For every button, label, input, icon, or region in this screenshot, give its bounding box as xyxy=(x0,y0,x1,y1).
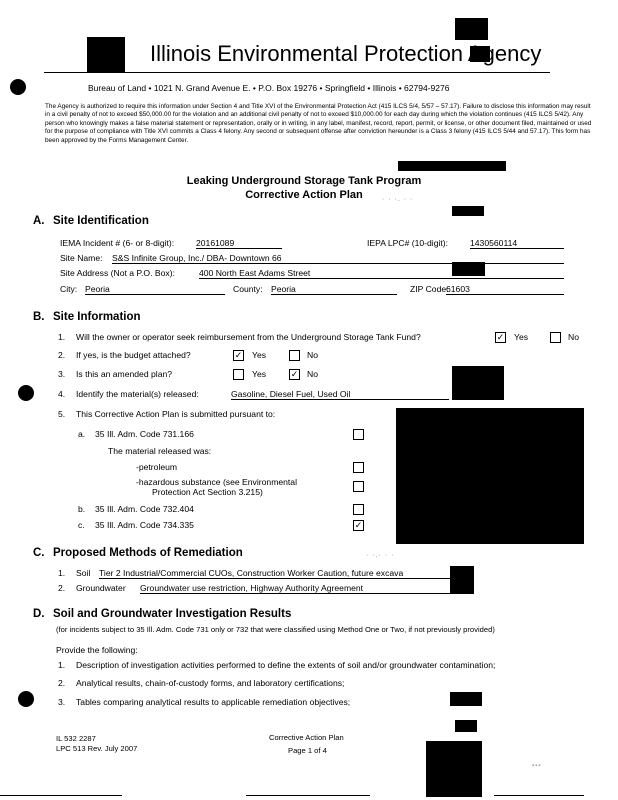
q4-text: Identify the material(s) released: xyxy=(76,389,199,399)
site-name-field[interactable]: S&S Infinite Group, Inc./ DBA- Downtown 66 xyxy=(112,253,564,264)
section-c-heading: Proposed Methods of Remediation xyxy=(53,547,243,559)
item3-number: 3. xyxy=(58,697,66,707)
q3-text: Is this an amended plan? xyxy=(76,369,173,379)
q1-text: Will the owner or operator seek reimbursement from the Underground Storage Tank Fund? xyxy=(76,332,421,342)
groundwater-remediation-field[interactable]: Groundwater use restriction, Highway Authority Agreement xyxy=(140,583,450,594)
option-a-text: 35 Ill. Adm. Code 731.166 xyxy=(95,429,194,439)
redaction-block xyxy=(398,161,506,171)
q1-number: 1. xyxy=(58,332,66,342)
section-a-heading: Site Identification xyxy=(53,215,149,227)
option-b-checkbox[interactable] xyxy=(353,504,364,515)
q5-number: 5. xyxy=(58,409,66,419)
lpc-number-field[interactable]: 1430560114 xyxy=(470,238,564,249)
section-c-letter: C. xyxy=(33,547,45,559)
plan-title: Corrective Action Plan xyxy=(245,189,363,201)
material-released-label: The material released was: xyxy=(108,446,212,456)
soil-remediation-field[interactable]: Tier 2 Industrial/Commercial CUOs, Construction Worker Caution, future excava xyxy=(99,568,450,579)
redaction-block xyxy=(455,18,488,40)
item1-text: Description of investigation activities performed to define the extents of soil and/or groundwater contamination; xyxy=(76,660,496,670)
option-a-checkbox[interactable] xyxy=(353,429,364,440)
q3-number: 3. xyxy=(58,369,66,379)
section-a-letter: A. xyxy=(33,215,45,227)
legal-notice: The Agency is authorized to require this information under Section 4 and Title XVI of the Environmental Protection Act (415 ILCS 5/4, 5/57 – 57.17). Failure to disclose this information may result in a civil penalty of not to exceed $50,000.00 for the violation and an additional civil penalty of not to exceed $10,000.00 for each day during which the violation continues (415 ILCS 5/42). Any person who knowingly makes a false material statement or representation, orally or in writing, in any label, manifest, record, report, permit, or license, or other document filed, maintained or used for the purpose of compliance with Title XVI commits a Class 4 felony. Any second or subsequent offense after conviction hereunder is a Class 3 felony (415 ILCS 5/44 and 57.17). This form has been approved by the Forms Management Center. xyxy=(45,103,592,144)
header-rule xyxy=(44,72,550,73)
redaction-block xyxy=(455,720,477,732)
agency-title: Illinois Environmental Protection Agency xyxy=(150,41,542,66)
q1-no-label: No xyxy=(568,332,579,342)
q2-yes-checkbox[interactable]: ✓ xyxy=(234,350,243,360)
option-c-text: 35 Ill. Adm. Code 734.335 xyxy=(95,520,194,530)
groundwater-label: Groundwater xyxy=(76,583,126,593)
lpc-label: IEPA LPC# (10-digit): xyxy=(367,238,449,248)
zip-field[interactable]: 61603 xyxy=(446,284,564,295)
iema-label: IEMA Incident # (6- or 8-digit): xyxy=(60,238,175,248)
section-b-heading: Site Information xyxy=(53,311,141,323)
q3-yes-label: Yes xyxy=(252,369,267,379)
county-label: County: xyxy=(233,284,263,294)
city-field[interactable]: Peoria xyxy=(85,284,225,295)
materials-released-field[interactable]: Gasoline, Diesel Fuel, Used Oil xyxy=(231,389,449,400)
scan-edge-line xyxy=(494,795,584,796)
provide-label: Provide the following: xyxy=(56,645,138,655)
q1-yes-label: Yes xyxy=(514,332,529,342)
item2-text: Analytical results, chain-of-custody forms, and laboratory certifications; xyxy=(76,678,345,688)
soil-label: Soil xyxy=(76,568,91,578)
redaction-block xyxy=(452,206,484,216)
item3-text: Tables comparing analytical results to applicable remediation objectives; xyxy=(76,697,351,707)
petroleum-checkbox[interactable] xyxy=(353,462,364,473)
q4-number: 4. xyxy=(58,389,66,399)
punch-hole xyxy=(18,691,34,707)
option-b-text: 35 Ill. Adm. Code 732.404 xyxy=(95,504,194,514)
hazardous-label-line2: Protection Act Section 3.215) xyxy=(152,487,263,497)
section-d-heading: Soil and Groundwater Investigation Results xyxy=(53,608,292,620)
option-a-letter: a. xyxy=(78,429,86,439)
item1-number: 1. xyxy=(58,660,66,670)
q2-number: 2. xyxy=(58,350,66,360)
q1-no-checkbox[interactable] xyxy=(550,332,561,343)
q3-no-checkbox[interactable]: ✓ xyxy=(290,369,299,379)
q2-no-checkbox[interactable] xyxy=(289,350,300,361)
punch-hole xyxy=(10,79,26,95)
redaction-block xyxy=(87,37,125,73)
q1-yes-checkbox[interactable]: ✓ xyxy=(496,332,505,342)
hazardous-label: -hazardous substance (see Environmental xyxy=(136,477,297,487)
section-d-letter: D. xyxy=(33,608,45,620)
form-id: IL 532 2287 xyxy=(56,734,96,743)
agency-address: Bureau of Land • 1021 N. Grand Avenue E. • P.O. Box 19276 • Springfield • Illinois • 62794-9276 xyxy=(88,83,450,93)
program-title: Leaking Underground Storage Tank Program xyxy=(186,175,422,187)
q5-text: This Corrective Action Plan is submitted pursuant to: xyxy=(76,409,276,419)
remediation-row2-number: 2. xyxy=(58,583,66,593)
city-label: City: xyxy=(60,284,78,294)
option-c-checkbox[interactable]: ✓ xyxy=(354,520,363,530)
section-b-letter: B. xyxy=(33,311,45,323)
section-d-note: (for incidents subject to 35 Ill. Adm. Code 731 only or 732 that were classified using Method One or Two, if not previously provided) xyxy=(56,625,495,634)
redaction-block xyxy=(450,566,474,594)
hazardous-checkbox[interactable] xyxy=(353,481,364,492)
q2-yes-label: Yes xyxy=(252,350,267,360)
form-revision: LPC 513 Rev. July 2007 xyxy=(56,744,138,753)
q3-no-label: No xyxy=(307,369,318,379)
scan-edge-line xyxy=(0,795,122,796)
site-address-field[interactable]: 400 North East Adams Street xyxy=(199,268,564,279)
footer-page-number: Page 1 of 4 xyxy=(288,746,327,755)
q3-yes-checkbox[interactable] xyxy=(233,369,244,380)
county-field[interactable]: Peoria xyxy=(271,284,397,295)
iema-incident-field[interactable]: 20161089 xyxy=(196,238,282,249)
option-b-letter: b. xyxy=(78,504,86,514)
remediation-row1-number: 1. xyxy=(58,568,66,578)
redaction-block xyxy=(426,741,482,797)
q2-no-label: No xyxy=(307,350,318,360)
redaction-block xyxy=(452,366,504,400)
petroleum-label: -petroleum xyxy=(136,462,178,472)
zip-label: ZIP Code: xyxy=(410,284,449,294)
q2-text: If yes, is the budget attached? xyxy=(76,350,191,360)
site-address-label: Site Address (Not a P.O. Box): xyxy=(60,268,175,278)
redaction-block xyxy=(396,408,584,544)
footer-doc-name: Corrective Action Plan xyxy=(269,733,344,742)
redaction-block xyxy=(450,692,482,706)
option-c-letter: c. xyxy=(78,520,85,530)
scan-edge-line xyxy=(246,795,370,796)
punch-hole xyxy=(18,385,34,401)
item2-number: 2. xyxy=(58,678,66,688)
site-name-label: Site Name: xyxy=(60,253,103,263)
